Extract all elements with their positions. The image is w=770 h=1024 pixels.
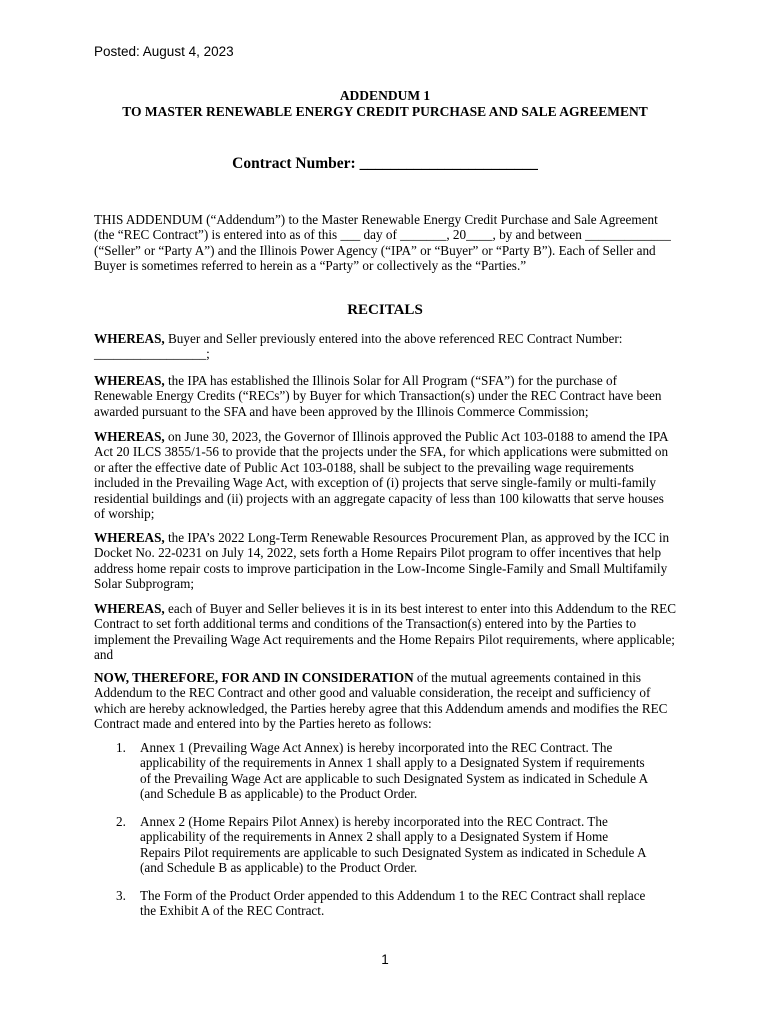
list-item-text: Annex 2 (Home Repairs Pilot Annex) is hereby incorporated into the REC Contract. The applicability of the requirements in Annex 2 shall apply to a Designated System if Home Repairs Pilot requirements are applicable to such Designated System as indicated in Schedule A (and Schedule B as applicable) to the Product Order. bbox=[140, 814, 646, 876]
whereas-text: on June 30, 2023, the Governor of Illinois approved the Public Act 103-0188 to amend the IPA Act 20 ILCS 3855/1-56 to provide that the projects under the SFA, for which applications were submitted on or after the effective date of Public Act 103-0188, shall be subject to the prevailing wage requirements included in the Prevailing Wage Act, with exception of (i) projects that serve single-family or multi-family residential buildings and (ii) projects with an aggregate capacity of less than 100 kilowatts that serve houses of worship; bbox=[94, 429, 669, 522]
whereas-text: Buyer and Seller previously entered into the above referenced REC Contract Number: _________________; bbox=[94, 331, 623, 362]
posted-date: Posted: August 4, 2023 bbox=[94, 44, 234, 59]
list-item-text: Annex 1 (Prevailing Wage Act Annex) is hereby incorporated into the REC Contract. The applicability of the requirements in Annex 1 shall apply to a Designated System if requirements of the Prevailing Wage Act are applicable to such Designated System as indicated in Schedule A (and Schedule B as applicable) to the Product Order. bbox=[140, 740, 648, 802]
page-number: 1 bbox=[381, 952, 389, 967]
whereas-lead: WHEREAS, bbox=[94, 601, 165, 616]
list-item-number: 2. bbox=[116, 814, 126, 829]
document-title bbox=[0, 88, 770, 120]
whereas-paragraph-2 bbox=[94, 373, 678, 419]
now-therefore-lead: NOW, THEREFORE, FOR AND IN CONSIDERATION bbox=[94, 670, 414, 685]
list-item-text: The Form of the Product Order appended to this Addendum 1 to the REC Contract shall replace the Exhibit A of the REC Contract. bbox=[140, 888, 646, 919]
list-item-number: 3. bbox=[116, 888, 126, 903]
whereas-paragraph-4 bbox=[94, 530, 678, 592]
whereas-lead: WHEREAS, bbox=[94, 373, 165, 388]
whereas-text: each of Buyer and Seller believes it is in its best interest to enter into this Addendum to the REC Contract to set forth additional terms and conditions of the Transaction(s) entered into by the Parties to implement the Prevailing Wage Act requirements and the Home Repairs Pilot requirements, where applicable; and bbox=[94, 601, 677, 663]
whereas-text: the IPA’s 2022 Long-Term Renewable Resources Procurement Plan, as approved by the ICC in Docket No. 22-0231 on July 14, 2022, sets forth a Home Repairs Pilot program to offer incentives that help address home repair costs to improve participation in the Low-Income Single-Family and Small Multifamily Solar Subprogram; bbox=[94, 530, 670, 592]
whereas-lead: WHEREAS, bbox=[94, 331, 165, 346]
list-item-number: 1. bbox=[116, 740, 126, 755]
intro-text: THIS ADDENDUM (“Addendum”) to the Master Renewable Energy Credit Purchase and Sale Agreement (the “REC Contract”) is entered into as of this ___ day of _______, 20____, by and between _____________ (“Seller” or “Party A”) and the Illinois Power Agency (“IPA” or “Buyer” or “Party B”). Each of Seller and Buyer is sometimes referred to herein as a “Party” or collectively as the “Parties.” bbox=[94, 212, 671, 274]
title-line-2: TO MASTER RENEWABLE ENERGY CREDIT PURCHASE AND SALE AGREEMENT bbox=[122, 104, 648, 119]
intro-paragraph bbox=[94, 212, 678, 274]
whereas-paragraph-3 bbox=[94, 429, 678, 521]
now-therefore-text: of the mutual agreements contained in this Addendum to the REC Contract and other good and valuable consideration, the receipt and sufficiency of which are hereby acknowledged, the Parties hereby agree that this Addendum amends and modifies the REC Contract made and entered into by the Parties hereto as follows: bbox=[94, 670, 668, 732]
recitals-heading: RECITALS bbox=[347, 302, 423, 318]
whereas-text: the IPA has established the Illinois Solar for All Program (“SFA”) for the purchase of Renewable Energy Credits (“RECs”) by Buyer for which Transaction(s) under the REC Contract have been awarded pursuant to the SFA and have been approved by the Illinois Commerce Commission; bbox=[94, 373, 662, 419]
whereas-lead: WHEREAS, bbox=[94, 429, 165, 444]
contract-number-line: Contract Number: _______________________ bbox=[232, 155, 538, 172]
now-therefore-paragraph bbox=[94, 670, 678, 732]
title-line-1: ADDENDUM 1 bbox=[339, 88, 431, 103]
whereas-lead: WHEREAS, bbox=[94, 530, 165, 545]
whereas-paragraph-5 bbox=[94, 601, 678, 663]
whereas-paragraph-1 bbox=[94, 331, 678, 362]
